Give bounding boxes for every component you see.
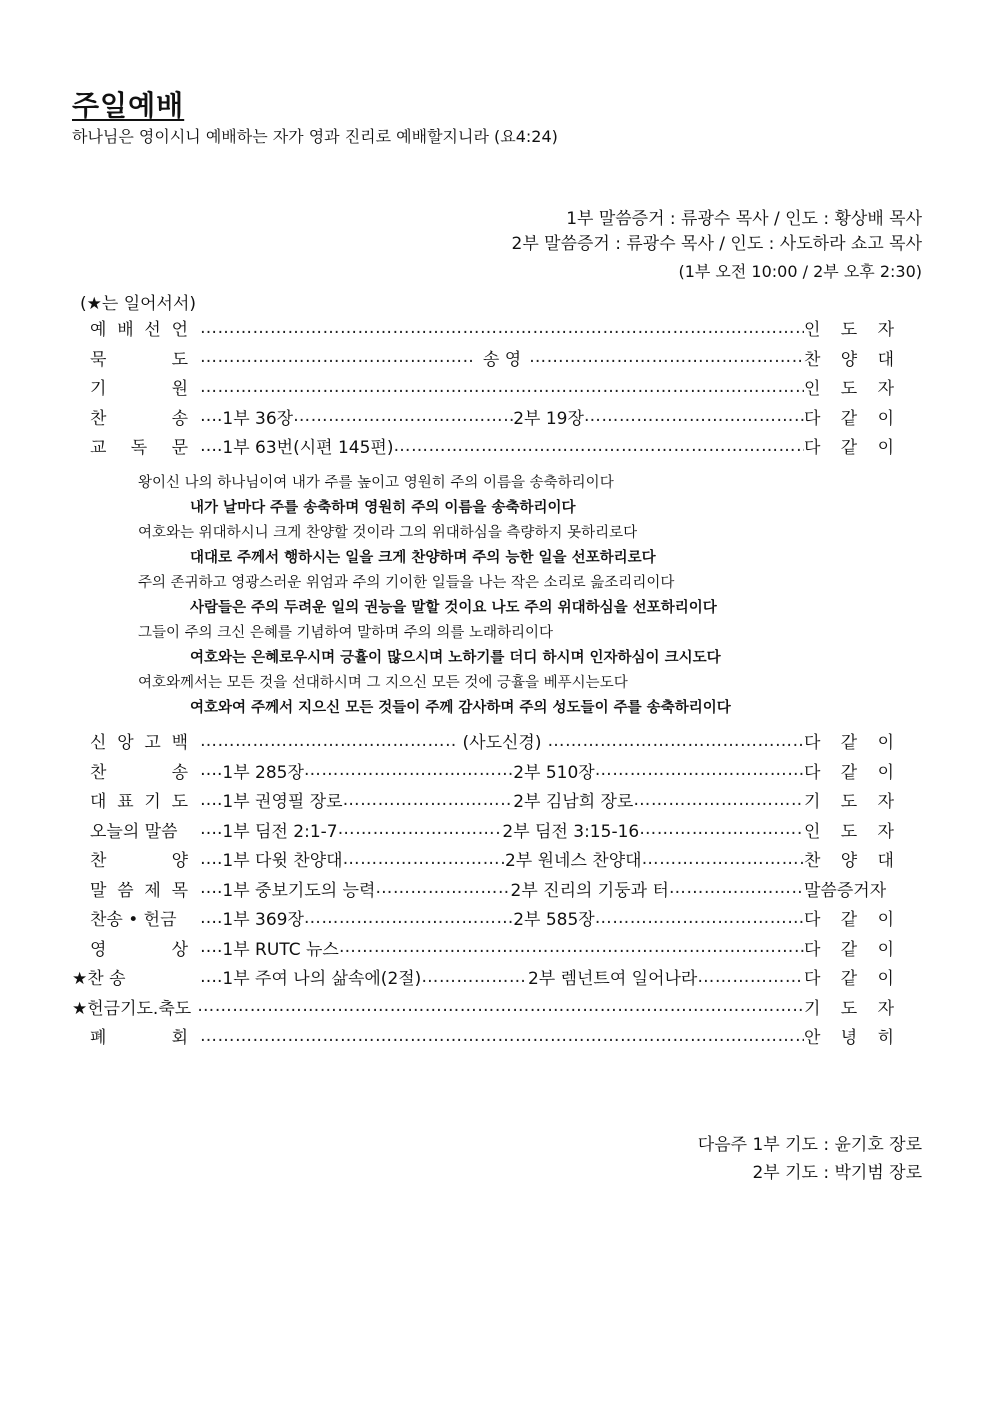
- order-performer: [804, 404, 896, 429]
- order-performer: 말씀증거자: [804, 880, 887, 901]
- leader-dots-short: ….: [200, 406, 223, 427]
- leader-dots: [375, 878, 510, 898]
- label-char: 도: [171, 349, 188, 370]
- label-char: 백: [171, 733, 188, 754]
- label-char: 예: [90, 320, 107, 341]
- order-label: [70, 787, 200, 812]
- leaders-part2: 2부 말씀증거 : 류광수 목사 / 인도 : 사도하라 쇼고 목사: [511, 234, 922, 254]
- order-label: [70, 374, 200, 399]
- order-row-offering-prayer-benediction: [70, 992, 896, 1022]
- leader-dots-short: ….: [200, 760, 223, 781]
- label-char: 이: [877, 438, 894, 459]
- leader-dots: [639, 819, 804, 839]
- order-performer: [804, 964, 896, 989]
- leader-dots: [595, 760, 804, 780]
- leader-dots: [547, 731, 804, 751]
- order-part2: 2부 510장: [513, 762, 595, 783]
- label-char: 영: [90, 939, 107, 960]
- order-part2: 2부 진리의 기둥과 터: [510, 880, 669, 901]
- label-char: 표: [117, 792, 134, 813]
- label-char: 찬: [90, 762, 107, 783]
- leader-dots-short: ….: [200, 907, 223, 928]
- order-label: [70, 728, 200, 753]
- order-mid: (사도신경): [462, 733, 542, 754]
- psalm-line-leader: 그들이 주의 크신 은혜를 기념하여 말하며 주의 의를 노래하리이다: [138, 625, 554, 641]
- order-row-closing: [70, 1021, 896, 1051]
- label-char: 이: [877, 408, 894, 429]
- leaders-part1: 1부 말씀증거 : 류광수 목사 / 인도 : 황상배 목사: [566, 209, 922, 229]
- leader-dots: [293, 406, 513, 426]
- label-char: 자: [877, 821, 894, 842]
- psalm-line-leader: 왕이신 나의 하나님이여 내가 주를 높이고 영원히 주의 이름을 송축하리이다: [138, 475, 614, 491]
- order-performer: [804, 935, 896, 960]
- label-char: 양: [840, 349, 858, 370]
- psalm-line-leader: 주의 존귀하고 영광스러운 위엄과 주의 기이한 일들을 나는 작은 소리로 읊조리리이다: [138, 575, 675, 591]
- order-performer: [804, 905, 896, 930]
- order-part2: 2부 585장: [513, 910, 595, 931]
- label-char: 신: [90, 733, 107, 754]
- order-part2: 2부 딤전 3:15-16: [502, 821, 640, 842]
- order-label: [70, 315, 200, 340]
- label-char: 폐: [90, 1028, 107, 1049]
- order-row-creed: [70, 726, 896, 756]
- service-times: (1부 오전 10:00 / 2부 오후 2:30): [678, 262, 922, 281]
- label-char: 히: [877, 1028, 894, 1049]
- label-char: 같: [840, 762, 858, 783]
- psalm-line-response: 대대로 주께서 행하시는 일을 크게 찬양하며 주의 능한 일을 선포하리로다: [190, 550, 656, 566]
- psalm-line-response: 여호와여 주께서 지으신 모든 것들이 주께 감사하며 주의 성도들이 주를 송축하리이다: [190, 700, 731, 716]
- order-row-hymn-3: [70, 962, 896, 992]
- order-performer: [804, 728, 896, 753]
- leader-dots: [343, 849, 505, 869]
- psalm-reading: [138, 471, 898, 721]
- label-char: 씀: [117, 880, 134, 901]
- label-char: 같: [840, 408, 858, 429]
- label-char: 기: [90, 379, 107, 400]
- order-part2: 2부 원네스 찬양대: [504, 851, 642, 872]
- label-char: 도: [840, 998, 858, 1019]
- psalm-line-response: 내가 날마다 주를 송축하며 영원히 주의 이름을 송축하리이다: [190, 500, 576, 516]
- leader-dots: [343, 790, 514, 810]
- leader-dots: [529, 347, 804, 367]
- psalm-line-response: 여호와는 은혜로우시며 긍휼이 많으시며 노하기를 더디 하시며 인자하심이 크시도다: [190, 650, 721, 666]
- label-char: 기: [804, 792, 821, 813]
- order-part1: 1부 권영필 장로: [222, 792, 343, 813]
- label-char: 자: [877, 379, 894, 400]
- label-char: 다: [804, 408, 821, 429]
- order-row-invocation: [70, 372, 896, 402]
- leader-dots: [421, 967, 528, 987]
- order-performer: [804, 787, 896, 812]
- order-part1: 1부 RUTC 뉴스: [222, 939, 339, 960]
- order-part1: 1부 63번(시편 145편): [222, 438, 394, 459]
- leader-dots: [200, 347, 475, 367]
- label-char: 이: [877, 910, 894, 931]
- label-char: 안: [804, 1028, 821, 1049]
- label-char: 송: [171, 762, 188, 783]
- label-char: 언: [171, 320, 188, 341]
- label-char: 송: [171, 408, 188, 429]
- label-char: 다: [804, 910, 821, 931]
- label-char: 같: [840, 969, 858, 990]
- order-performer: [804, 1023, 896, 1048]
- order-part2: 2부 렘넌트여 일어나라: [527, 969, 698, 990]
- order-label: [70, 758, 200, 783]
- label-char: 인: [804, 320, 821, 341]
- label-char: 고: [144, 733, 161, 754]
- order-label: 찬송 • 헌금: [90, 910, 177, 931]
- psalm-line-leader: 여호와께서는 모든 것을 선대하시며 그 지으신 모든 것에 긍휼을 베푸시는도다: [138, 675, 628, 691]
- leader-dots: [200, 318, 804, 338]
- order-label: ★찬 송: [72, 969, 126, 990]
- label-char: 대: [877, 851, 894, 872]
- order-row-video: [70, 933, 896, 963]
- label-char: 교: [90, 438, 107, 459]
- label-char: 선: [144, 320, 161, 341]
- leader-dots: [393, 436, 804, 456]
- label-char: 원: [171, 379, 188, 400]
- label-char: 다: [804, 733, 821, 754]
- label-char: 배: [117, 320, 134, 341]
- order-performer: [804, 315, 896, 340]
- order-performer: [804, 433, 896, 458]
- order-performer: [804, 994, 896, 1019]
- leader-dots: [200, 731, 457, 751]
- leader-dots: [200, 377, 804, 397]
- label-char: 독: [130, 438, 148, 459]
- label-char: 같: [840, 939, 858, 960]
- next-week-prayer-2: 2부 기도 : 박기범 장로: [752, 1163, 922, 1183]
- label-char: 대: [877, 349, 894, 370]
- label-char: 기: [804, 998, 821, 1019]
- order-part1: 1부 중보기도의 능력: [222, 880, 376, 901]
- page-title: 주일예배: [72, 89, 185, 122]
- leader-dots: [669, 878, 804, 898]
- order-part2: 2부 19장: [513, 408, 584, 429]
- label-char: 이: [877, 939, 894, 960]
- worship-order: [70, 313, 896, 461]
- order-performer: [804, 374, 896, 399]
- label-char: 이: [877, 969, 894, 990]
- order-row-declaration: [70, 313, 896, 343]
- order-part1: 1부 주여 나의 삶속에(2절): [222, 969, 422, 990]
- label-char: 다: [804, 438, 821, 459]
- order-label: [70, 433, 200, 458]
- order-row-hymn-1: [70, 402, 896, 432]
- label-char: 문: [171, 438, 188, 459]
- leader-dots-short: ….: [200, 937, 223, 958]
- order-part1: 1부 369장: [222, 910, 304, 931]
- label-char: 도: [840, 821, 858, 842]
- order-label: ★헌금기도.축도: [72, 998, 192, 1019]
- label-char: 자: [877, 998, 894, 1019]
- label-char: 녕: [840, 1028, 858, 1049]
- leader-dots: [584, 406, 804, 426]
- leader-dots: [338, 819, 503, 839]
- order-row-silent-prayer: [70, 343, 896, 373]
- label-char: 상: [171, 939, 188, 960]
- standing-note: (★는 일어서서): [80, 294, 197, 314]
- label-char: 같: [840, 733, 858, 754]
- order-row-hymn-offering: [70, 903, 896, 933]
- label-char: 목: [171, 880, 188, 901]
- order-performer: [804, 345, 896, 370]
- label-char: 도: [840, 320, 858, 341]
- label-char: 자: [877, 792, 894, 813]
- order-row-responsive-reading: [70, 431, 896, 461]
- psalm-line-response: 사람들은 주의 두려운 일의 권능을 말할 것이요 나도 주의 위대하심을 선포하리이다: [190, 600, 717, 616]
- label-char: 다: [804, 762, 821, 783]
- order-label: [70, 1023, 200, 1048]
- order-label: [70, 846, 200, 871]
- order-mid: 송 영: [482, 349, 522, 370]
- leader-dots: [339, 937, 804, 957]
- leader-dots-short: ….: [200, 878, 223, 899]
- order-row-representative-prayer: [70, 785, 896, 815]
- order-row-hymn-2: [70, 756, 896, 786]
- order-part1: 1부 285장: [222, 762, 304, 783]
- label-char: 찬: [90, 408, 107, 429]
- label-char: 대: [90, 792, 107, 813]
- leader-dots: [197, 996, 804, 1016]
- label-char: 자: [877, 320, 894, 341]
- order-performer: [804, 758, 896, 783]
- leader-dots: [697, 967, 804, 987]
- label-char: 찬: [803, 851, 821, 872]
- order-label: [70, 404, 200, 429]
- label-char: 회: [171, 1028, 188, 1049]
- order-label: [70, 345, 200, 370]
- leader-dots-short: ….: [200, 966, 223, 987]
- label-char: 도: [840, 792, 858, 813]
- worship-order-continued: [70, 726, 896, 1051]
- leader-dots-short: ….: [200, 848, 223, 869]
- order-label: [70, 935, 200, 960]
- label-char: 같: [840, 910, 858, 931]
- label-char: 묵: [90, 349, 107, 370]
- order-performer: [804, 846, 896, 871]
- label-char: 앙: [117, 733, 134, 754]
- order-part1: 1부 36장: [222, 408, 294, 429]
- label-char: 양: [171, 851, 188, 872]
- leader-dots-short: ….: [200, 819, 223, 840]
- label-char: 제: [144, 880, 161, 901]
- label-char: 같: [840, 438, 858, 459]
- order-label: [70, 876, 200, 901]
- label-char: 기: [144, 792, 161, 813]
- label-char: 다: [804, 939, 821, 960]
- leader-dots: [304, 760, 513, 780]
- order-row-scripture: [70, 815, 896, 845]
- label-char: 찬: [804, 349, 821, 370]
- order-part1: 1부 딤전 2:1-7: [222, 821, 338, 842]
- leader-dots-short: ….: [200, 789, 223, 810]
- label-char: 도: [840, 379, 858, 400]
- order-row-sermon-title: [70, 874, 896, 904]
- leader-dots-short: ….: [200, 435, 223, 456]
- leader-dots: [633, 790, 804, 810]
- psalm-line-leader: 여호와는 위대하시니 크게 찬양할 것이라 그의 위대하심을 측량하지 못하리로다: [138, 525, 638, 541]
- label-char: 찬: [90, 851, 107, 872]
- label-char: 인: [803, 821, 821, 842]
- label-char: 이: [877, 733, 895, 754]
- bible-verse: 하나님은 영이시니 예배하는 자가 영과 진리로 예배할지니라 (요4:24): [72, 127, 558, 146]
- label-char: 말: [90, 880, 107, 901]
- order-part1: 1부 다윗 찬양대: [222, 851, 343, 872]
- leader-dots: [642, 849, 804, 869]
- label-char: 이: [877, 762, 894, 783]
- label-char: 인: [804, 379, 821, 400]
- order-row-choir: [70, 844, 896, 874]
- leader-dots: [304, 908, 513, 928]
- next-week-prayer-1: 다음주 1부 기도 : 윤기호 장로: [697, 1135, 922, 1155]
- leader-dots: [200, 1026, 804, 1046]
- label-char: 다: [803, 969, 821, 990]
- order-label: 오늘의 말씀: [90, 821, 178, 842]
- order-part2: 2부 김남희 장로: [513, 792, 634, 813]
- leader-dots: [595, 908, 804, 928]
- order-performer: [804, 817, 896, 842]
- label-char: 양: [840, 851, 858, 872]
- label-char: 도: [171, 792, 188, 813]
